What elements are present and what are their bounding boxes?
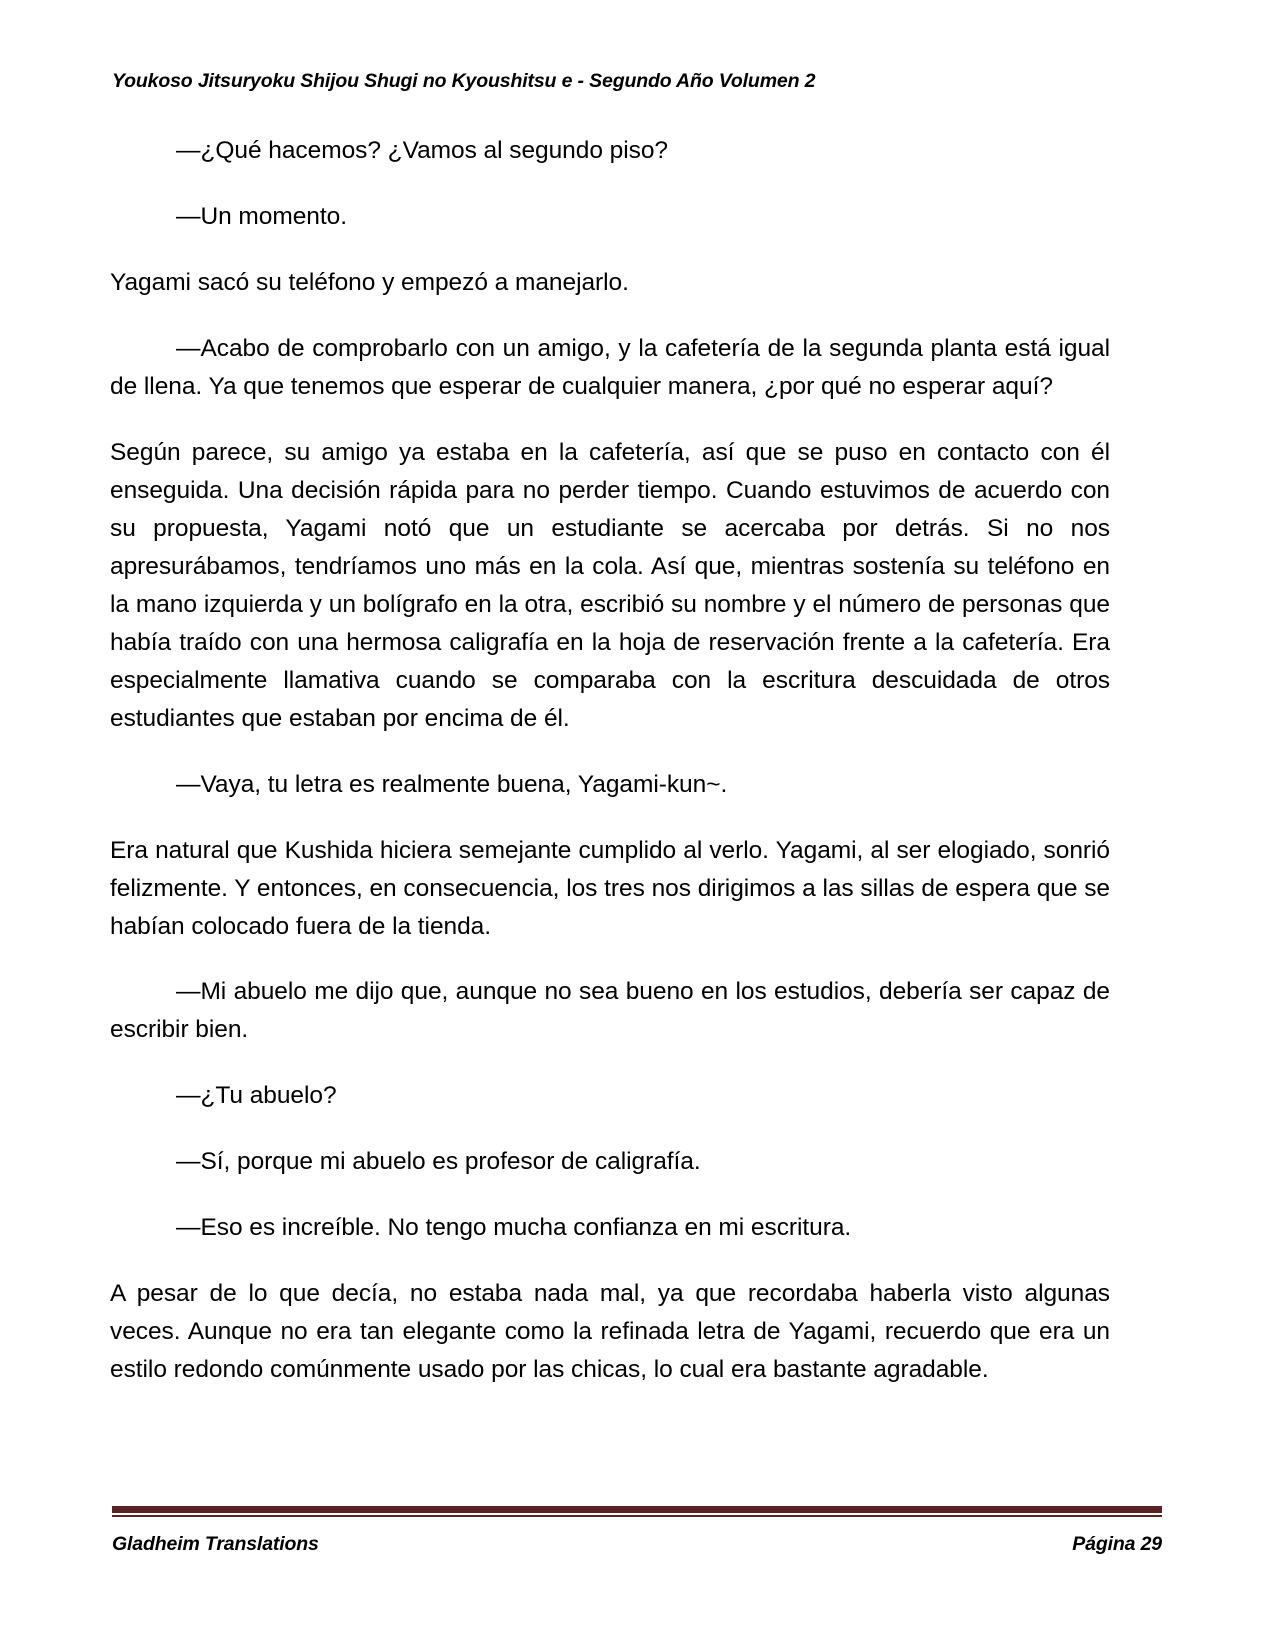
running-header: Youkoso Jitsuryoku Shijou Shugi no Kyoushitsu e - Segundo Año Volumen 2 — [112, 70, 816, 92]
paragraph: —Un momento. — [176, 202, 347, 230]
paragraph: —Acabo de comprobarlo con un amigo, y la cafetería de la segunda planta está igual de llena. Ya que tenemos que esperar de cualquier manera, ¿por qué no esperar aquí? — [110, 334, 1110, 400]
paragraph: —Sí, porque mi abuelo es profesor de caligrafía. — [176, 1148, 701, 1176]
footer-rule-thin — [112, 1515, 1162, 1517]
paragraph: —Mi abuelo me dijo que, aunque no sea bueno en los estudios, debería ser capaz de escribir bien. — [110, 978, 1110, 1044]
paragraph: Según parece, su amigo ya estaba en la cafetería, así que se puso en contacto con él enseguida. Una decisión rápida para no perder tiempo. Cuando estuvimos de acuerdo con su propuesta, Yagami notó que un estudiante se acercaba por detrás. Si no nos apresurábamos, tendríamos uno más en la cola. Así que, mientras sostenía su teléfono en la mano izquierda y un bolígrafo en la otra, escribió su nombre y el número de personas que había traído con una hermosa caligrafía en la hoja de reservación frente a la cafetería. Era especialmente llamativa cuando se comparaba con la escritura descuidada de otros estudiantes que estaban por encima de él. — [110, 438, 1110, 732]
paragraph: A pesar de lo que decía, no estaba nada mal, ya que recordaba haberla visto algunas veces. Aunque no era tan elegante como la refinada letra de Yagami, recuerdo que era un estilo redondo comúnmente usado por las chicas, lo cual era bastante agradable. — [110, 1280, 1110, 1384]
page-footer — [112, 1506, 1162, 1556]
paragraph: —¿Qué hacemos? ¿Vamos al segundo piso? — [176, 137, 668, 164]
paragraph: —Vaya, tu letra es realmente buena, Yagami-kun~. — [176, 770, 728, 798]
paragraph: Yagami sacó su teléfono y empezó a manejarlo. — [110, 268, 629, 296]
paragraph: —Eso es increíble. No tengo mucha confianza en mi escritura. — [176, 1214, 852, 1242]
paragraph: —¿Tu abuelo? — [176, 1082, 337, 1110]
footer-page-number: Página 29 — [1072, 1533, 1162, 1555]
footer-translator-credit: Gladheim Translations — [112, 1533, 319, 1555]
body-text-column — [110, 132, 1110, 1389]
paragraph: Era natural que Kushida hiciera semejante cumplido al verlo. Yagami, al ser elogiado, sonrió felizmente. Y entonces, en consecuencia, los tres nos dirigimos a las sillas de espera que se habían colocado fuera de la tienda. — [110, 836, 1110, 940]
footer-row — [112, 1533, 1162, 1556]
footer-rule-thick — [112, 1506, 1162, 1513]
